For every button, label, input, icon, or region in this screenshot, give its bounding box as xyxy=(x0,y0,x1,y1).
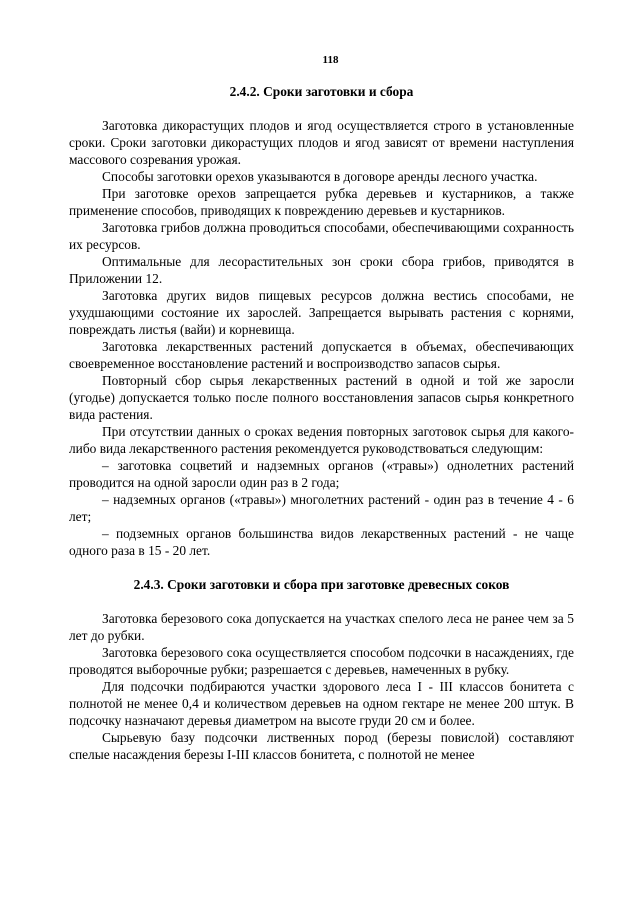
paragraph: Способы заготовки орехов указываются в договоре аренды лесного участка. xyxy=(102,169,538,184)
paragraph: Оптимальные для лесорастительных зон сроки сбора грибов, приводятся в Приложении 12. xyxy=(69,254,574,286)
paragraph: Заготовка лекарственных растений допускается в объемах, обеспечивающих своевременное восстановление растений и воспроизводство запасов сырья. xyxy=(69,339,574,371)
document-page xyxy=(69,52,574,763)
section-heading-2-4-2: 2.4.2. Сроки заготовки и сбора xyxy=(229,84,414,99)
list-item: – надземных органов («травы») многолетних растений - один раз в течение 4 - 6 лет; xyxy=(69,492,574,524)
paragraph: Заготовка грибов должна проводиться способами, обеспечивающими сохранность их ресурсов. xyxy=(69,220,574,252)
paragraph: Заготовка березового сока допускается на участках спелого леса не ранее чем за 5 лет до рубки. xyxy=(69,611,574,643)
paragraph: Для подсочки подбираются участки здорового леса I - III классов бонитета с полнотой не менее 0,4 и количеством деревьев на одном гектаре не менее 200 штук. В подсочку назначают деревья диаметром на высоте груди 20 см и более. xyxy=(69,679,574,728)
paragraph: Заготовка других видов пищевых ресурсов должна вестись способами, не ухудшающими состояние их зарослей. Запрещается вырывать растения с корнями, повреждать листья (вайи) и корневища. xyxy=(69,288,574,337)
paragraph: Заготовка березового сока осуществляется способом подсочки в насаждениях, где проводятся выборочные рубки; разрешается с деревьев, намеченных в рубку. xyxy=(69,645,574,677)
paragraph: При отсутствии данных о сроках ведения повторных заготовок сырья для какого-либо вида лекарственного растения рекомендуется руководствоваться следующим: xyxy=(69,424,574,456)
paragraph: Сырьевую базу подсочки лиственных пород (березы повислой) составляют спелые насаждения березы I-III классов бонитета, с полнотой не менее xyxy=(69,730,574,762)
paragraph: Заготовка дикорастущих плодов и ягод осуществляется строго в установленные сроки. Сроки заготовки дикорастущих плодов и ягод зависят от времени наступления массового созревания урожая. xyxy=(69,118,574,167)
list-item: – заготовка соцветий и надземных органов («травы») однолетних растений проводится на одной заросли один раз в 2 года; xyxy=(69,458,574,490)
section-heading-2-4-3: 2.4.3. Сроки заготовки и сбора при заготовке древесных соков xyxy=(133,577,510,592)
paragraph: При заготовке орехов запрещается рубка деревьев и кустарников, а также применение способов, приводящих к повреждению деревьев и кустарников. xyxy=(69,186,574,218)
section-body-2-4-3 xyxy=(69,610,574,763)
list-item: – подземных органов большинства видов лекарственных растений - не чаще одного раза в 15 - 20 лет. xyxy=(69,526,574,558)
section-body-2-4-2 xyxy=(69,117,574,559)
paragraph: Повторный сбор сырья лекарственных растений в одной и той же заросли (угодье) допускается только после полного восстановления запасов сырья конкретного вида растения. xyxy=(69,373,574,422)
page-number: 118 xyxy=(322,54,339,66)
